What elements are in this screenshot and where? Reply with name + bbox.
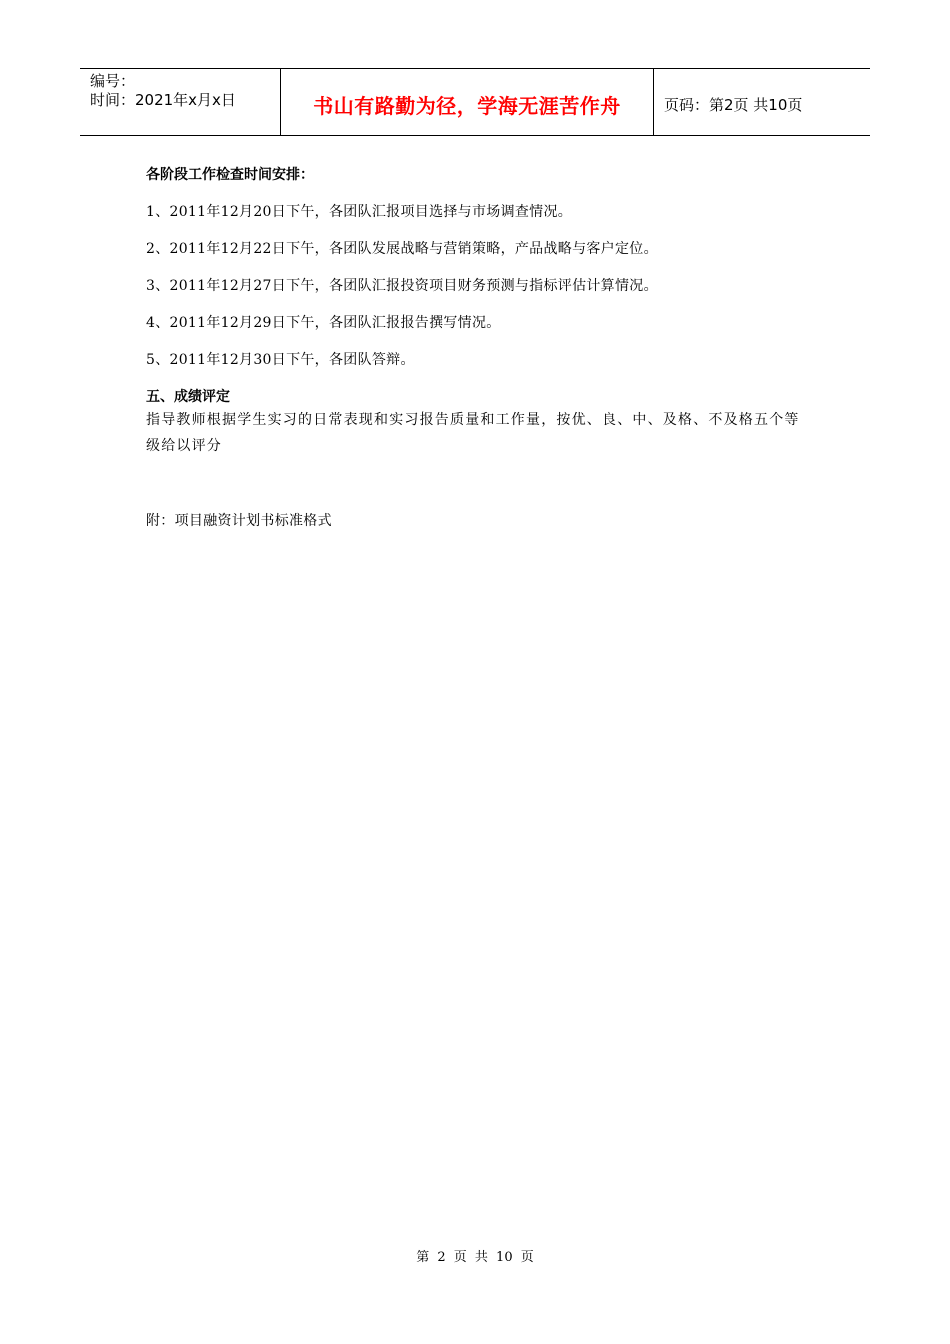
schedule-item: 4、2011年12月29日下午，各团队汇报报告撰写情况。 — [146, 315, 501, 331]
grading-text: 指导教师根据学生实习的日常表现和实习报告质量和工作量，按优、良、中、及格、不及格五个等级给以评分 — [146, 412, 800, 454]
header-page-label: 页码：第2页 共10页 — [664, 95, 803, 114]
page-footer: 第 2 页 共 10 页 — [416, 1250, 534, 1265]
appendix-note: 附：项目融资计划书标准格式 — [146, 513, 332, 529]
schedule-item: 3、2011年12月27日下午，各团队汇报投资项目财务预测与指标评估计算情况。 — [146, 278, 658, 294]
schedule-title: 各阶段工作检查时间安排： — [146, 167, 314, 183]
header-motto: 书山有路勤为径，学海无涯苦作舟 — [281, 69, 654, 135]
header-meta-cell — [80, 69, 281, 135]
schedule-item: 5、2011年12月30日下午，各团队答辩。 — [146, 352, 415, 368]
schedule-item: 1、2011年12月20日下午，各团队汇报项目选择与市场调查情况。 — [146, 204, 573, 220]
schedule-item: 2、2011年12月22日下午，各团队发展战略与营销策略，产品战略与客户定位。 — [146, 241, 658, 257]
time-label: 时间：2021年x月x日 — [90, 91, 236, 109]
number-label: 编号： — [90, 72, 136, 90]
page-header — [80, 68, 870, 136]
grading-title: 五、成绩评定 — [146, 389, 230, 405]
